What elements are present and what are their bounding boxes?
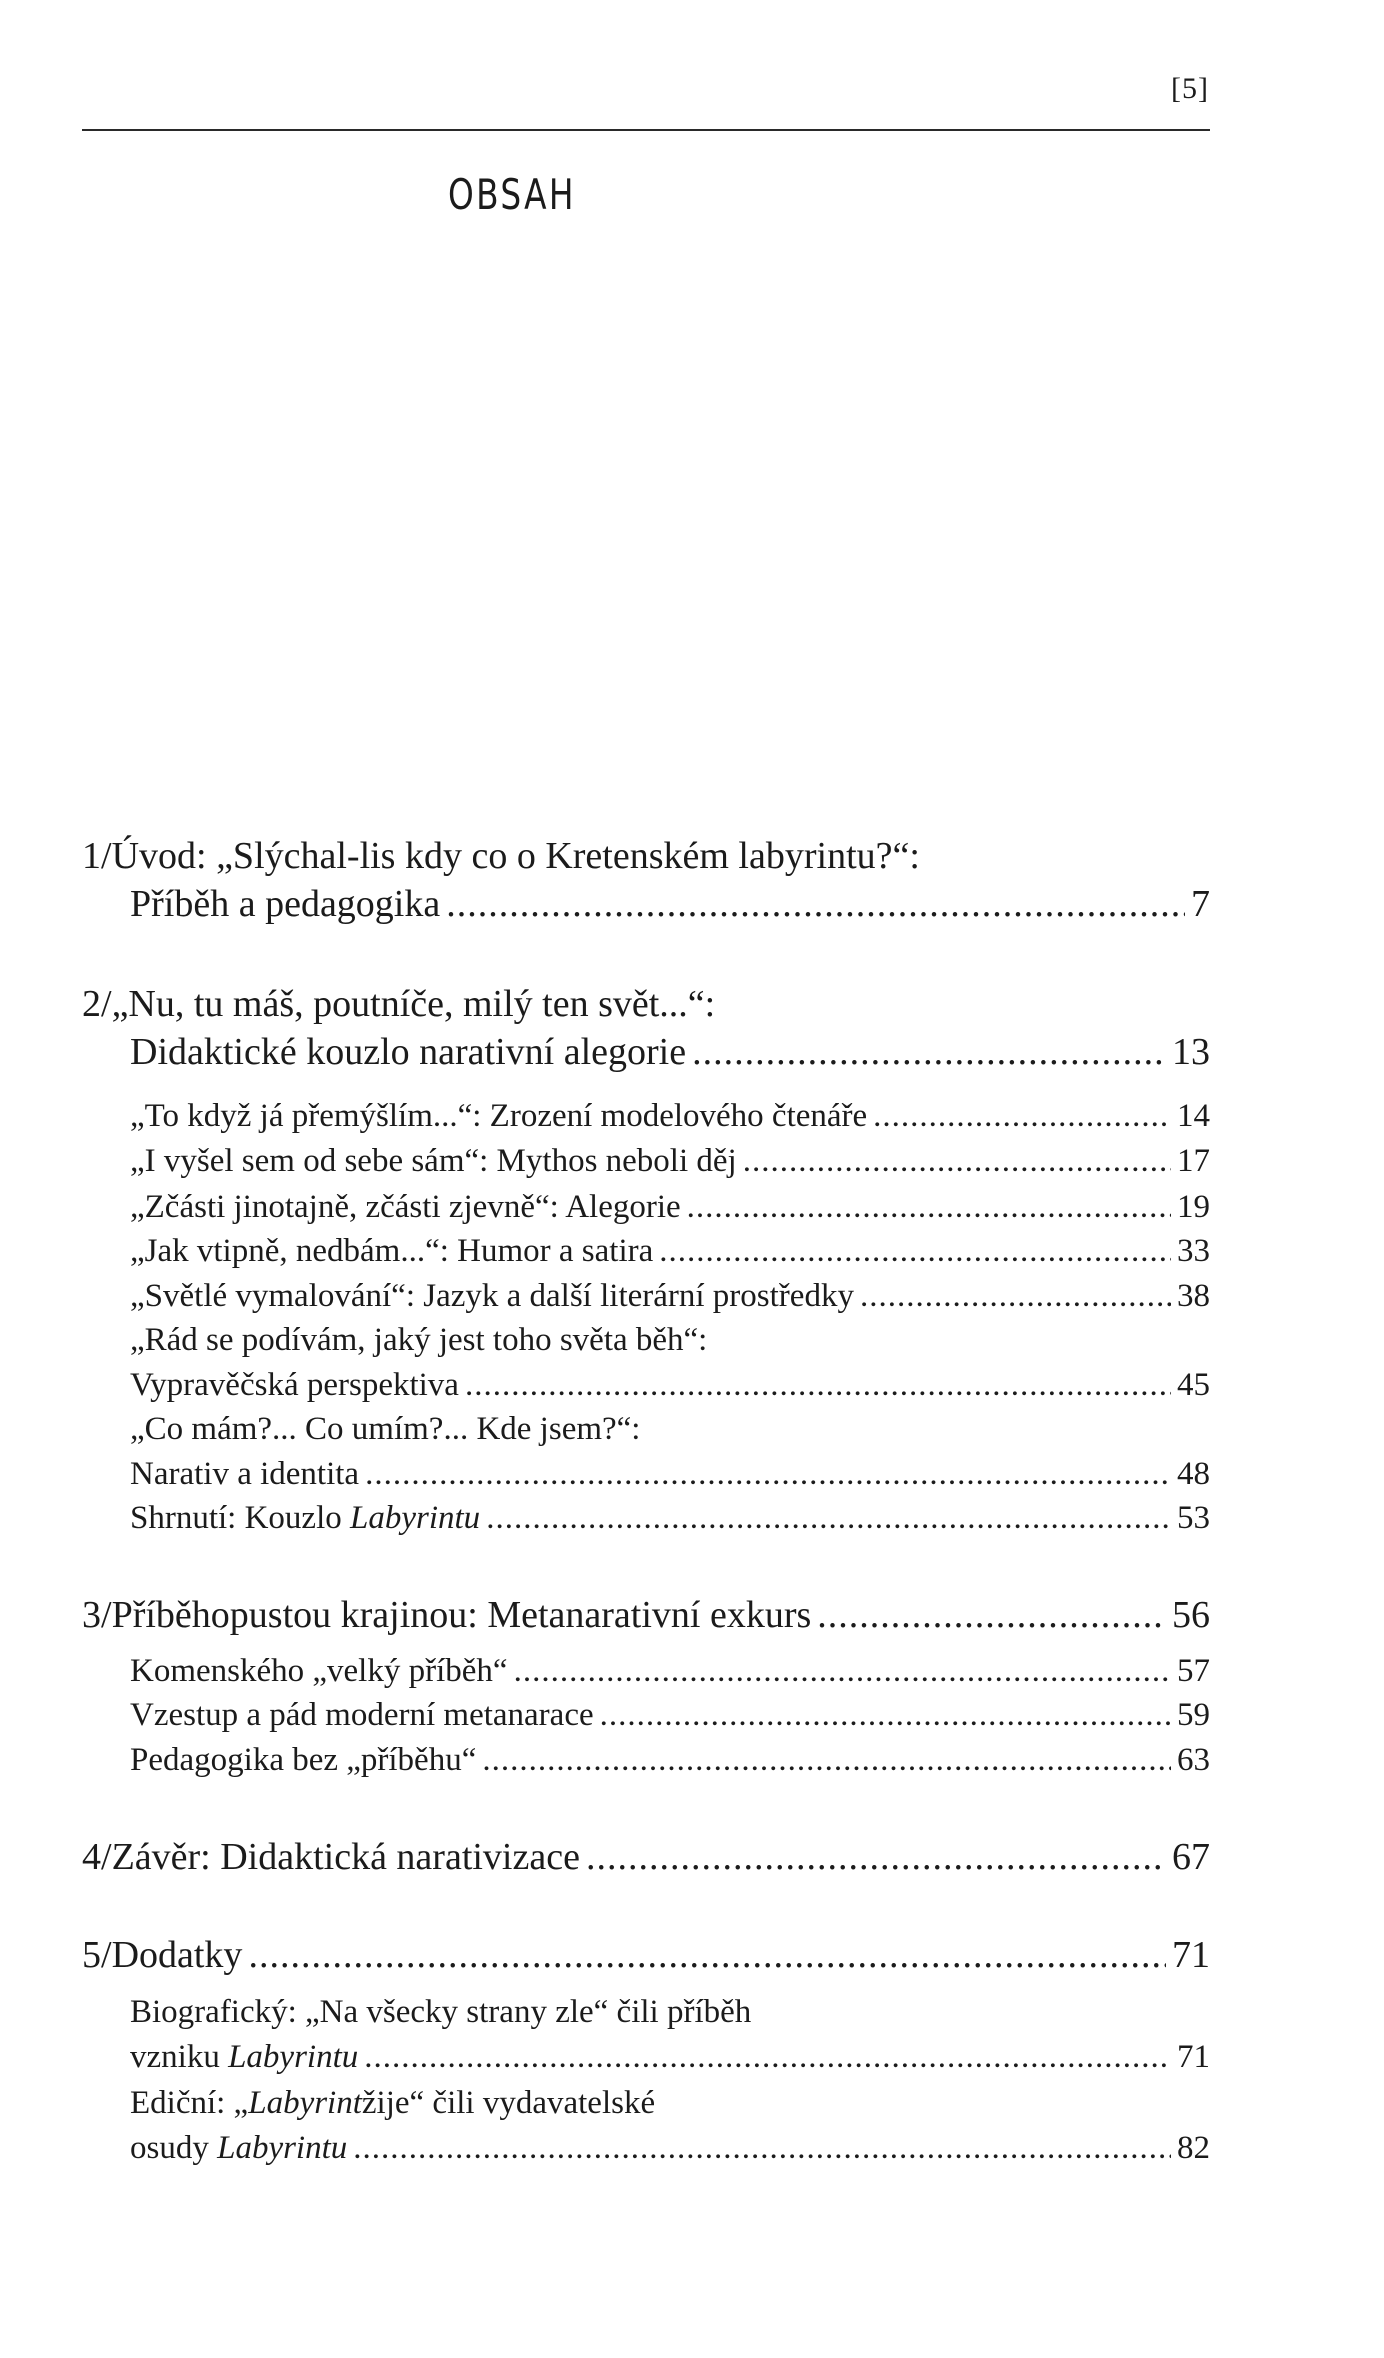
page-ref: 14 [1177, 1098, 1210, 1134]
toc-subentry[interactable] [82, 1278, 1210, 1315]
subentry-title: vzniku [130, 2039, 229, 2075]
subentry-title: „I vyšel sem od sebe sám“: Mythos neboli děj [130, 1143, 737, 1179]
page-ref: 57 [1177, 1653, 1210, 1689]
leader-dots [514, 1653, 1171, 1690]
header-rule [82, 129, 1210, 131]
page-ref: 71 [1172, 1934, 1210, 1976]
subentry-title-line1: „Co mám?... Co umím?... Kde jsem?“: [130, 1411, 641, 1447]
leader-dots [248, 1933, 1166, 1977]
leader-dots [873, 1098, 1171, 1135]
leader-dots [692, 1030, 1166, 1074]
page-ref: 59 [1177, 1697, 1210, 1733]
toc-subentry[interactable] [82, 1742, 1210, 1779]
subentry-title-italic: Labyrintu [228, 2039, 359, 2075]
toc-subentry[interactable] [82, 1697, 1210, 1734]
chapter-number: 4/ [82, 1836, 112, 1878]
toc-subentry[interactable] [82, 1143, 1210, 1180]
subentry-title-italic: Labyrintu [217, 2130, 348, 2166]
subentry-title-line1: Ediční: „ [130, 2085, 249, 2121]
toc-chapter-3[interactable] [82, 1593, 1210, 1637]
page-ref: 63 [1177, 1742, 1210, 1778]
subentry-title: „To když já přemýšlím...“: Zrození modelového čtenáře [130, 1098, 868, 1134]
leader-dots [743, 1143, 1171, 1180]
page-ref: 48 [1177, 1456, 1210, 1492]
subentry-title: Narativ a identita [130, 1456, 360, 1492]
subentry-title-line1: „Rád se podívám, jaký jest toho světa běh“: [130, 1322, 708, 1358]
toc-subentry[interactable] [82, 1233, 1210, 1270]
page-ref: 13 [1172, 1031, 1210, 1073]
page-ref: 45 [1177, 1367, 1210, 1403]
subentry-title-italic: Labyrintu [350, 1500, 481, 1536]
toc-chapter-2[interactable] [82, 982, 1210, 1074]
chapter-title-line1: „Nu, tu máš, poutníče, milý ten svět...“: [111, 983, 716, 1025]
leader-dots [482, 1742, 1171, 1779]
subentry-title: osudy [130, 2130, 218, 2166]
page-ref: 33 [1177, 1233, 1210, 1269]
page-ref: 7 [1191, 883, 1210, 925]
leader-dots [364, 2039, 1171, 2076]
leader-dots [365, 1456, 1171, 1493]
leader-dots [860, 1278, 1171, 1315]
toc-chapter-5[interactable] [82, 1933, 1210, 1977]
leader-dots [465, 1367, 1171, 1404]
subentry-title-line1-suffix: žije“ čili vydavatelské [361, 2085, 656, 2121]
subentry-title: „Zčásti jinotajně, zčásti zjevně“: Alegorie [130, 1189, 681, 1225]
leader-dots [600, 1697, 1171, 1734]
toc-subentry[interactable] [82, 2085, 1210, 2167]
leader-dots [446, 882, 1185, 926]
page-ref: 53 [1177, 1500, 1210, 1536]
page-ref: 17 [1177, 1143, 1210, 1179]
page-ref: 82 [1177, 2130, 1210, 2166]
chapter-number: 1/ [82, 835, 112, 877]
toc-subentry[interactable] [82, 1411, 1210, 1493]
page-number: [5] [1171, 72, 1209, 105]
leader-dots [353, 2130, 1171, 2167]
subentry-title-italic: Labyrint [248, 2085, 362, 2121]
chapter-title-line2: Didaktické kouzlo narativní alegorie [130, 1031, 687, 1073]
toc-subentry[interactable] [82, 1653, 1210, 1690]
subentry-title-line1: Biografický: „Na všecky strany zle“ čili příběh [130, 1994, 752, 2030]
toc-subentry[interactable] [82, 1098, 1210, 1135]
toc-subentry[interactable] [82, 1500, 1210, 1537]
toc-subentry[interactable] [82, 1322, 1210, 1404]
chapter-number: 2/ [82, 983, 112, 1025]
subentry-title: Komenského „velký příběh“ [130, 1653, 508, 1689]
subentry-title: Vypravěčská perspektiva [130, 1367, 459, 1403]
subentry-title: Pedagogika bez „příběhu“ [130, 1742, 477, 1778]
leader-dots [687, 1189, 1171, 1226]
chapter-title: Příběhopustou krajinou: Metanarativní exkurs [111, 1594, 812, 1636]
subentry-title: „Světlé vymalování“: Jazyk a další literární prostředky [130, 1278, 854, 1314]
chapter-title: Závěr: Didaktická narativizace [111, 1836, 580, 1878]
page-ref: 67 [1172, 1836, 1210, 1878]
subentry-title: Vzestup a pád moderní metanarace [130, 1697, 594, 1733]
chapter-number: 3/ [82, 1594, 112, 1636]
toc-subentry[interactable] [82, 1994, 1210, 2076]
chapter-title: Dodatky [111, 1934, 243, 1976]
page-ref: 19 [1177, 1189, 1210, 1225]
toc-subentry[interactable] [82, 1189, 1210, 1226]
page-ref: 56 [1172, 1594, 1210, 1636]
chapter-title-line1: Úvod: „Slýchal-lis kdy co o Kretenském labyrintu?“: [111, 835, 920, 877]
leader-dots [586, 1835, 1166, 1879]
page-title: OBSAH [448, 170, 576, 219]
toc-chapter-4[interactable] [82, 1835, 1210, 1879]
page-ref: 71 [1177, 2039, 1210, 2075]
subentry-title: „Jak vtipně, nedbám...“: Humor a satira [130, 1233, 654, 1269]
leader-dots [486, 1500, 1171, 1537]
chapter-title-line2: Příběh a pedagogika [130, 883, 441, 925]
leader-dots [817, 1593, 1166, 1637]
leader-dots [659, 1233, 1171, 1270]
toc-chapter-1[interactable] [82, 834, 1210, 926]
chapter-number: 5/ [82, 1934, 112, 1976]
subentry-title: Shrnutí: Kouzlo [130, 1500, 350, 1536]
page-ref: 38 [1177, 1278, 1210, 1314]
